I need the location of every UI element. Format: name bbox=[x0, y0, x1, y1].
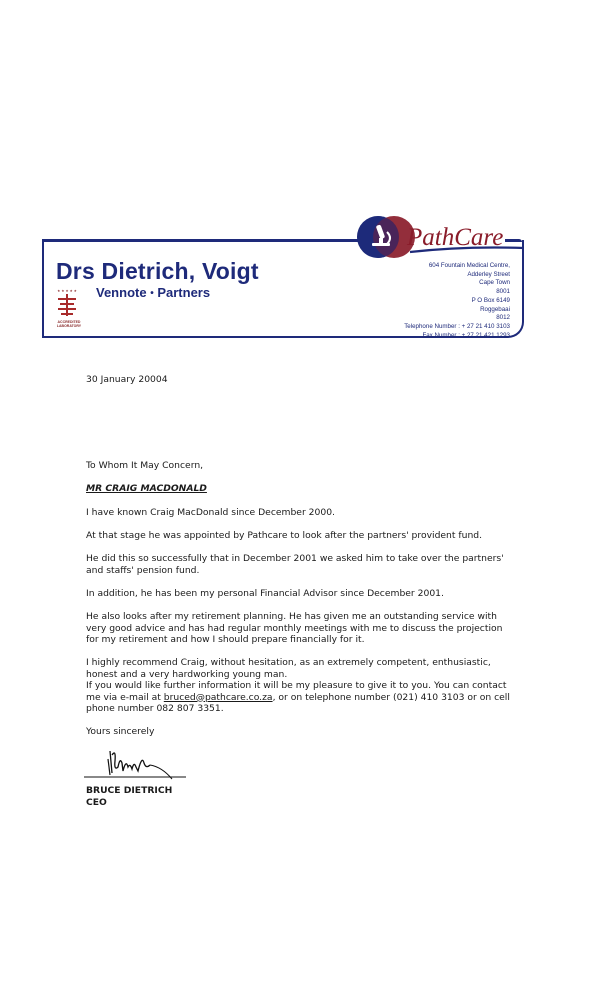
closing: Yours sincerely bbox=[86, 726, 155, 737]
address-line: Adderley Street bbox=[467, 270, 510, 278]
practice-title: Drs Dietrich, Voigt bbox=[56, 258, 259, 284]
subtitle-left: Vennote bbox=[96, 285, 147, 300]
paragraph: I have known Craig MacDonald since December 2000. bbox=[86, 507, 335, 518]
paragraph: At that stage he was appointed by Pathcare to look after the partners' provident fund. bbox=[86, 530, 483, 541]
subtitle-separator: • bbox=[150, 288, 154, 299]
email-link[interactable]: bruced@pathcare.co.za bbox=[163, 691, 273, 703]
address-block bbox=[404, 262, 510, 340]
contact-text-before: If you would like further information it will be my pleasure to give it to you. You can contact me via e-mail at bbox=[86, 680, 507, 703]
subject-line: MR CRAIG MACDONALD bbox=[86, 483, 207, 494]
address-line: 604 Fountain Medical Centre, bbox=[428, 262, 510, 269]
letterhead bbox=[0, 0, 600, 360]
subtitle-right: Partners bbox=[157, 285, 211, 300]
address-line: P O Box 6149 bbox=[471, 296, 510, 304]
contact-paragraph bbox=[86, 680, 516, 715]
paragraph: I highly recommend Craig, without hesitation, as an extremely competent, enthusiastic, honest and a very hardworking young man. bbox=[86, 657, 491, 680]
signature-icon bbox=[82, 733, 192, 793]
accreditation-stars: ★ ★ ★ ★ ★ bbox=[57, 289, 77, 293]
telephone-line: Telephone Number : + 27 21 410 3103 bbox=[404, 322, 510, 330]
practice-subtitle bbox=[96, 285, 210, 300]
fax-line: Fax Number : + 27 21 421 1293 bbox=[422, 331, 510, 339]
address-line: 8001 bbox=[496, 288, 510, 296]
signatory-title: CEO bbox=[86, 797, 107, 808]
paragraph: He also looks after my retirement planning. He has given me an outstanding service with very good advice and has had regular monthly meetings with me to discuss the projection for my retirement and how I should prepare financially for it. bbox=[86, 611, 503, 646]
paragraph: In addition, he has been my personal Financial Advisor since December 2001. bbox=[86, 588, 444, 599]
brand-name: PathCare bbox=[407, 224, 504, 251]
paragraph: He did this so successfully that in December 2001 we asked him to take over the partners' and staffs' pension fund. bbox=[86, 553, 504, 576]
letter-date: 30 January 20004 bbox=[86, 374, 168, 385]
address-line: Roggebaai bbox=[480, 305, 510, 313]
contact-text-after: , or on telephone number (021) 410 3103 or on cell phone number 082 807 3351. bbox=[86, 691, 510, 715]
signatory-name: BRUCE DIETRICH bbox=[86, 785, 173, 796]
address-line: Cape Town bbox=[479, 279, 510, 287]
address-line: 8012 bbox=[496, 314, 510, 322]
salutation: To Whom It May Concern, bbox=[86, 460, 204, 471]
accreditation-label: ACCREDITED LABORATORY bbox=[56, 320, 82, 328]
